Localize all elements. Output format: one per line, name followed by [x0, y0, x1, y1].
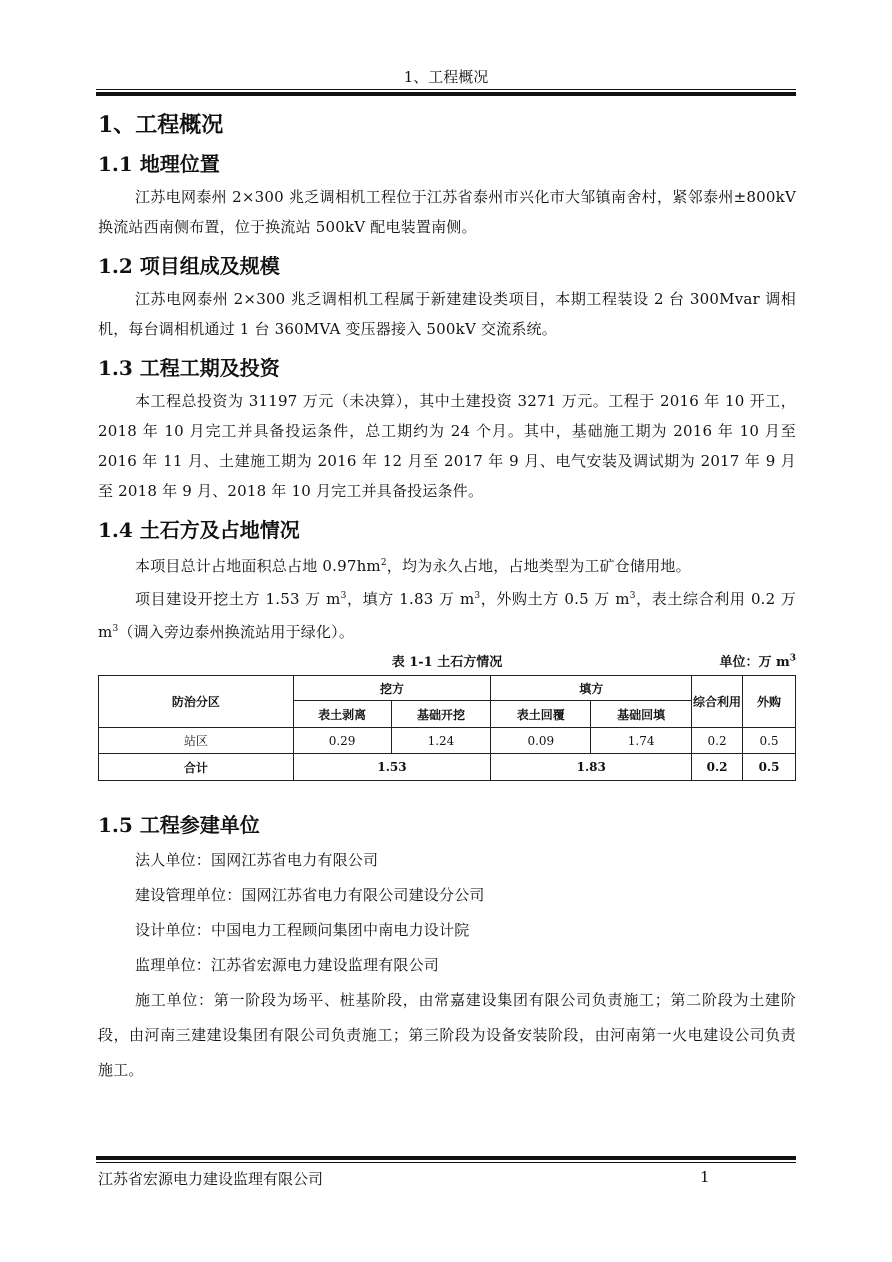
cell-total-dig: 1.53 — [293, 754, 491, 781]
cell-total-fill: 1.83 — [491, 754, 692, 781]
header-fill: 填方 — [491, 676, 692, 701]
superscript: 3 — [629, 591, 636, 601]
header-buy: 外购 — [743, 676, 796, 728]
superscript: 3 — [474, 591, 481, 601]
header-dig-topsoil: 表土剥离 — [293, 701, 391, 728]
paragraph-design-unit: 设计单位：中国电力工程顾问集团中南电力设计院 — [135, 921, 470, 939]
header-dig-foundation: 基础开挖 — [391, 701, 491, 728]
header-reuse: 综合利用 — [692, 676, 743, 728]
text-fragment: （调入旁边泰州换流站用于绿化）。 — [118, 623, 355, 641]
table-total-row — [99, 754, 796, 781]
header-rule-thin — [96, 89, 796, 90]
cell-total-label: 合计 — [99, 754, 294, 781]
superscript: 3 — [340, 591, 347, 601]
paragraph-composition: 江苏电网泰州 2×300 兆乏调相机工程属于新建建设类项目，本期工程装设 2 台 300Mvar 调相机，每台调相机通过 1 台 360MVA 变压器接入 500kV 交流系统。 — [98, 290, 796, 338]
paragraph-earthwork — [98, 581, 796, 647]
paragraph-legal-entity: 法人单位：国网江苏省电力有限公司 — [135, 851, 379, 869]
table-unit — [719, 651, 796, 670]
earthwork-table — [98, 675, 796, 781]
cell-reuse: 0.2 — [692, 728, 743, 754]
text-fragment: ，均为永久占地，占地类型为工矿仓储用地。 — [386, 557, 691, 575]
page-content — [98, 100, 796, 1088]
section-title-1-1: 1.1 地理位置 — [98, 152, 220, 176]
cell-fill-foundation: 1.74 — [591, 728, 692, 754]
footer-rule-thick — [96, 1156, 796, 1160]
superscript: 2 — [380, 558, 387, 568]
section-title-1-4: 1.4 土石方及占地情况 — [98, 518, 300, 542]
text-fragment: ，填方 1.83 万 m — [346, 590, 475, 608]
text-fragment: ，表土综合利用 0.2 万 m — [98, 590, 797, 641]
unit-text: 单位：万 m — [719, 655, 790, 670]
text-fragment: 项目建设开挖土方 1.53 万 m — [135, 590, 341, 608]
cell-buy: 0.5 — [743, 728, 796, 754]
footer-company: 江苏省宏源电力建设监理有限公司 — [98, 1170, 324, 1188]
section-title-1-5: 1.5 工程参建单位 — [98, 813, 260, 837]
footer-rule-thin — [96, 1162, 796, 1163]
paragraph-construction-management: 建设管理单位：国网江苏省电力有限公司建设分公司 — [135, 886, 485, 904]
chapter-title: 1、工程概况 — [98, 112, 224, 138]
cell-zone: 站区 — [99, 728, 294, 754]
header-rule-thick — [96, 92, 796, 96]
superscript: 3 — [112, 624, 119, 634]
paragraph-schedule-investment: 本工程总投资为 31197 万元（未决算），其中土建投资 3271 万元。工程于 2016 年 10 开工，2018 年 10 月完工并具备投运条件，总工期约为 24 个月。其中，基础施工期为 2016 年 10 月至 2016 年 11 月、土建施工期为 2016 年 12 月至 2017 年 9 月、电气安装及调试期为 2017 年 9 月至 2018 年 9 月、2018 年 10 月完工并具备投运条件。 — [98, 392, 796, 500]
text-fragment: ，外购土方 0.5 万 m — [480, 590, 630, 608]
table-row — [99, 728, 796, 754]
paragraph-land-area — [98, 548, 796, 581]
header-zone: 防治分区 — [99, 676, 294, 728]
table-caption-row — [98, 647, 796, 675]
cell-total-buy: 0.5 — [743, 754, 796, 781]
page-number: 1 — [700, 1168, 710, 1186]
cell-fill-topsoil: 0.09 — [491, 728, 591, 754]
cell-dig-foundation: 1.24 — [391, 728, 491, 754]
header-fill-topsoil: 表土回覆 — [491, 701, 591, 728]
header-dig: 挖方 — [293, 676, 491, 701]
paragraph-location: 江苏电网泰州 2×300 兆乏调相机工程位于江苏省泰州市兴化市大邹镇南舍村，紧邻泰州±800kV 换流站西南侧布置，位于换流站 500kV 配电装置南侧。 — [98, 188, 796, 236]
cell-total-reuse: 0.2 — [692, 754, 743, 781]
table-header-row — [99, 676, 796, 701]
section-title-1-3: 1.3 工程工期及投资 — [98, 356, 280, 380]
paragraph-construction-unit: 施工单位：第一阶段为场平、桩基阶段，由常嘉建设集团有限公司负责施工；第二阶段为土建阶段，由河南三建建设集团有限公司负责施工；第三阶段为设备安装阶段，由河南第一火电建设公司负责施工。 — [98, 991, 796, 1079]
running-header: 1、工程概况 — [403, 68, 489, 86]
paragraph-supervision-unit: 监理单位：江苏省宏源电力建设监理有限公司 — [135, 956, 440, 974]
section-title-1-2: 1.2 项目组成及规模 — [98, 254, 280, 278]
superscript: 3 — [789, 653, 796, 664]
table-caption: 表 1-1 土石方情况 — [391, 655, 503, 670]
cell-dig-topsoil: 0.29 — [293, 728, 391, 754]
header-fill-foundation: 基础回填 — [591, 701, 692, 728]
text-fragment: 本项目总计占地面积总占地 0.97hm — [135, 557, 381, 575]
